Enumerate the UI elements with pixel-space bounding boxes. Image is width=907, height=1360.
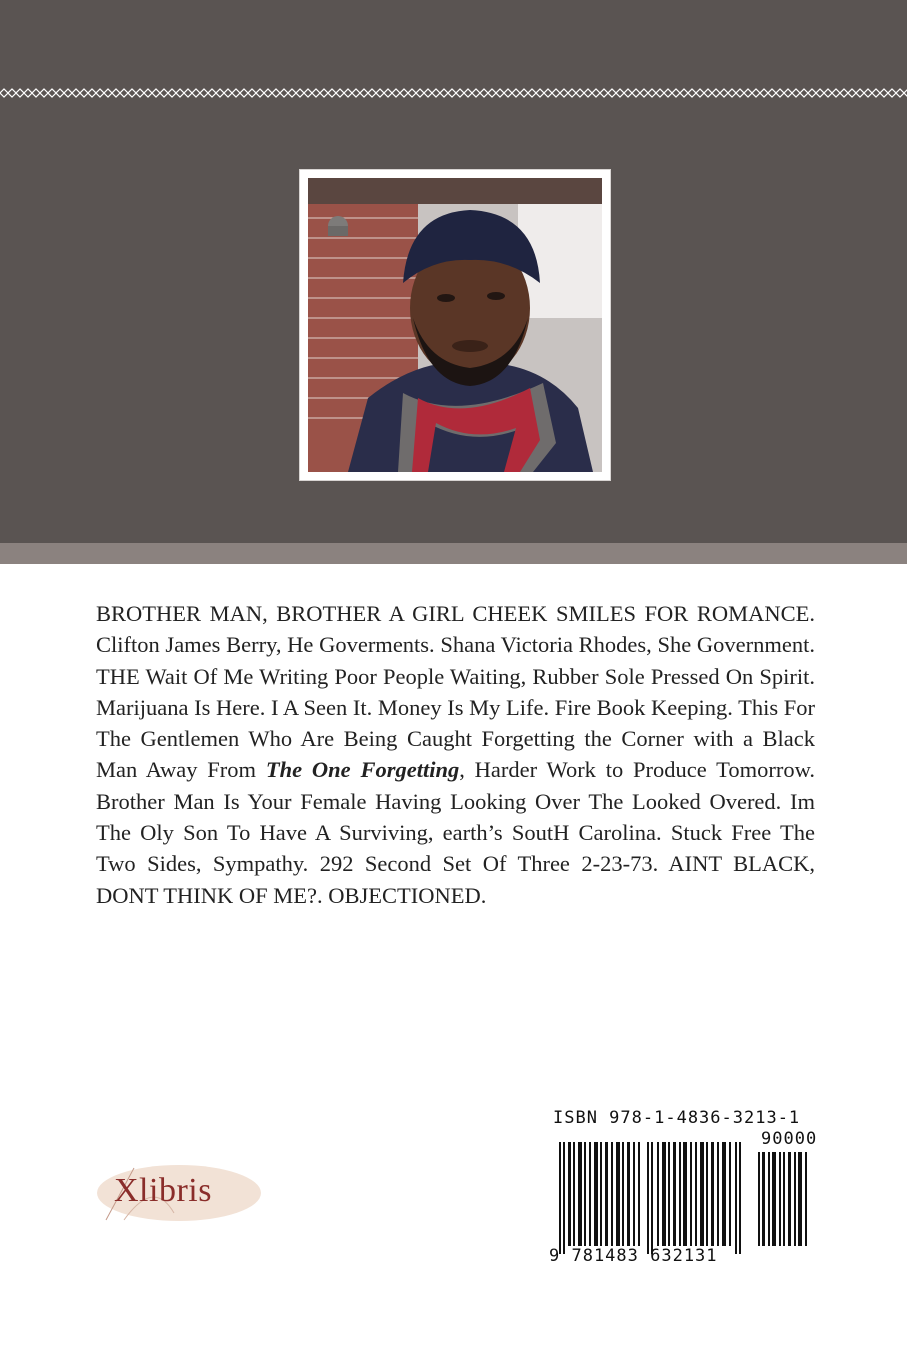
- back-cover-blurb: [96, 598, 815, 911]
- addon-barcode-bars: [758, 1152, 810, 1246]
- blurb-text-part2: , Harder Work to Produce Tomorrow. Brother Man Is Your Female Having Looking Over The Looked Overed. Im The Oly Son To Have A Surviving, earth’s SoutH Carolina. Stuck Free The Two Sides, Sympathy. 292 Second Set Of Three 2-23-73. AINT BLACK, DONT THINK OF ME?. OBJECTIONED.: [96, 757, 815, 908]
- ean-barcode-bars: [559, 1142, 747, 1254]
- isbn-label: ISBN 978-1-4836-3213-1: [553, 1108, 801, 1128]
- isbn-barcode: [549, 1108, 818, 1268]
- author-photo-frame: [300, 170, 610, 480]
- ean-number: 9 781483 632131: [549, 1246, 718, 1266]
- blurb-text-part1: BROTHER MAN, BROTHER A GIRL CHEEK SMILES FOR ROMANCE. Clifton James Berry, He Goverments. Shana Victoria Rhodes, She Government. THE Wait Of Me Writing Poor People Waiting, Rubber Sole Pressed On Spirit. Marijuana Is Here. I A Seen It. Money Is My Life. Fire Book Keeping. This For The Gentlemen Who Are Being Caught Forgetting the Corner with a Black Man Away From: [96, 601, 815, 783]
- xlibris-logo: [94, 1158, 264, 1228]
- blurb-book-title: The One Forgetting: [265, 757, 460, 783]
- divider-band: [0, 543, 907, 564]
- publisher-name: Xlibris: [114, 1172, 212, 1209]
- ornament-line: [0, 86, 907, 100]
- price-code: 90000: [761, 1129, 818, 1149]
- author-portrait-photo: [308, 178, 602, 472]
